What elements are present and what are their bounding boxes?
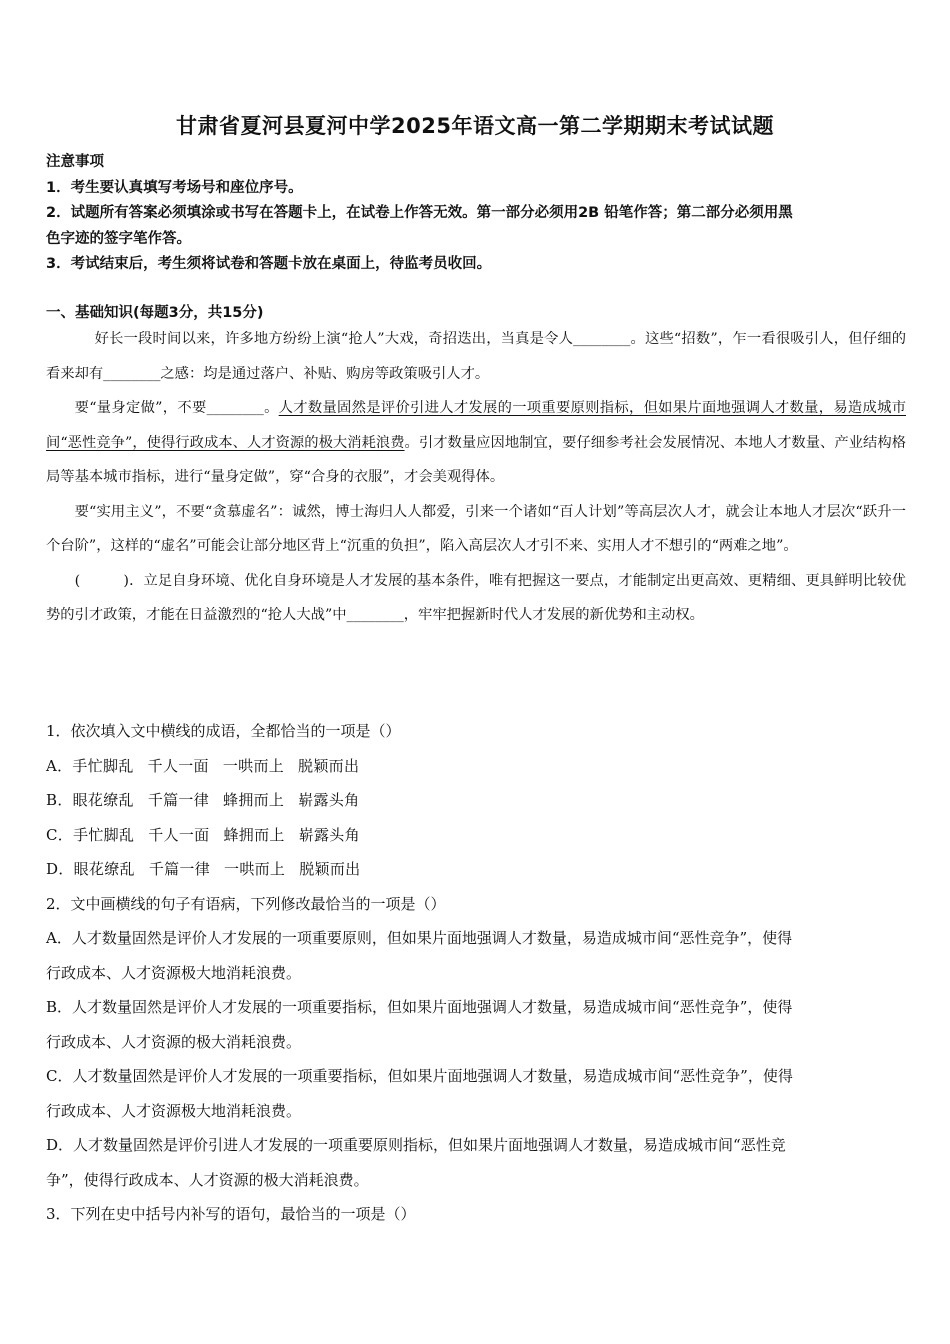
notice-block — [46, 150, 908, 278]
option-text: 一哄而上 — [222, 756, 285, 775]
passage-text: 。引才数量应因地制宜，要仔细参考社会发展情况、本地人才数量、产业结构格局等基本城市指标，进行“量身定做”，穿“合身的衣服”，才会美观得体。 — [46, 434, 906, 485]
questions — [46, 714, 906, 1232]
question-1-option-d — [46, 852, 906, 887]
passage-paragraph-2 — [46, 391, 906, 495]
notice-item: 3．考试结束后，考生须将试卷和答题卡放在桌面上，待监考员收回。 — [46, 256, 492, 272]
option-text: C．手忙脚乱 — [46, 825, 135, 844]
option-text: 崭露头角 — [298, 825, 360, 844]
section-heading: 一、基础知识(每题3分，共15分) — [46, 305, 264, 321]
option-text: 崭露头角 — [298, 791, 360, 809]
question-1-option-b — [46, 783, 906, 818]
question-2-option-a: A．人才数量固然是评价人才发展的一项重要原则，但如果片面地强调人才数量，易造成城市间“恶性竞争”，使得 — [46, 929, 793, 947]
notice-item: 2．试题所有答案必须填涂或书写在答题卡上，在试卷上作答无效。第一部分必须用2B 铅笔作答；第二部分必须用黑 — [46, 205, 793, 221]
question-1-stem: 1．依次填入文中横线的成语，全都恰当的一项是（） — [46, 722, 401, 740]
question-2-option-d: D．人才数量固然是评价引进人才发展的一项重要原则指标，但如果片面地强调人才数量，易造成城市间“恶性竞 — [46, 1136, 786, 1154]
option-text: D．眼花缭乱 — [46, 860, 135, 878]
option-text: 一哄而上 — [224, 860, 286, 878]
question-2-option-d-cont: 争”，使得行政成本、人才资源的极大消耗浪费。 — [46, 1170, 369, 1189]
question-2-option-a-cont: 行政成本、人才资源极大地消耗浪费。 — [46, 963, 302, 982]
question-2-option-c: C．人才数量固然是评价人才发展的一项重要指标，但如果片面地强调人才数量，易造成城市间“恶性竞争”，使得 — [46, 1067, 793, 1085]
question-1-option-c — [46, 818, 906, 853]
passage-paragraph-1: 好长一段时间以来，许多地方纷纷上演“抢人”大戏，奇招迭出，当真是令人________。这些“招数”，乍一看很吸引人，但仔细的看来却有________之感：均是通过落户、补贴、购房等政策吸引人才。 — [46, 331, 906, 382]
question-2-option-b: B．人才数量固然是评价人才发展的一项重要指标，但如果片面地强调人才数量，易造成城市间“恶性竞争”，使得 — [46, 998, 793, 1016]
passage-text: 要“量身定做”，不要________。 — [74, 400, 279, 416]
option-text: A．手忙脚乱 — [46, 756, 134, 775]
page-title: 甘肃省夏河县夏河中学2025年语文高一第二学期期末考试试题 — [176, 114, 774, 138]
question-2-stem: 2．文中画横线的句子有语病，下列修改最恰当的一项是（） — [46, 894, 446, 913]
passage-paragraph-4: ( )．立足自身环境、优化自身环境是人才发展的基本条件，唯有把握这一要点，才能制定出更高效、更精细、更具鲜明比较优势的引才政策，才能在日益激烈的“抢人大战”中________，牢牢把握新时代人才发展的新优势和主动权。 — [46, 572, 906, 623]
option-text: 千人一面 — [147, 756, 209, 775]
notice-item: 色字迹的签字笔作答。 — [46, 230, 191, 247]
option-text: B．眼花缭乱 — [46, 791, 134, 809]
question-3-stem: 3．下列在史中括号内补写的语句，最恰当的一项是（） — [46, 1205, 416, 1223]
question-2-option-c-cont: 行政成本、人才资源极大地消耗浪费。 — [46, 1101, 302, 1120]
question-2-option-b-cont: 行政成本、人才资源的极大消耗浪费。 — [46, 1032, 302, 1051]
option-text: 脱颖而出 — [298, 756, 360, 775]
option-text: 蜂拥而上 — [223, 791, 285, 809]
notice-heading: 注意事项 — [46, 154, 104, 170]
option-text: 脱颖而出 — [299, 860, 361, 878]
option-text: 千篇一律 — [147, 791, 210, 809]
notice-item: 1．考生要认真填写考场号和座位序号。 — [46, 179, 303, 196]
passage-paragraph-3: 要“实用主义”，不要“贪慕虚名”：诚然，博士海归人人都爱，引来一个诸如“百人计划”等高层次人才，就会让本地人才层次“跃升一个台阶”，这样的“虚名”可能会让部分地区背上“沉重的负担”，陷入高层次人才引不来、实用人才不想引的“两难之地”。 — [46, 503, 906, 554]
reading-passage — [46, 322, 906, 633]
option-text: 千篇一律 — [148, 860, 211, 878]
underlined-sentence: 人才数量固然是评价引进人才发展的一项重要原则指标，但如果片面地强调人才数量，易造成城市间“恶性竞争”，使得行政成本、人才资源的极大消耗浪费 — [46, 400, 906, 451]
question-1-option-a — [46, 749, 906, 784]
option-text: 蜂拥而上 — [223, 825, 285, 844]
option-text: 千人一面 — [148, 825, 210, 844]
